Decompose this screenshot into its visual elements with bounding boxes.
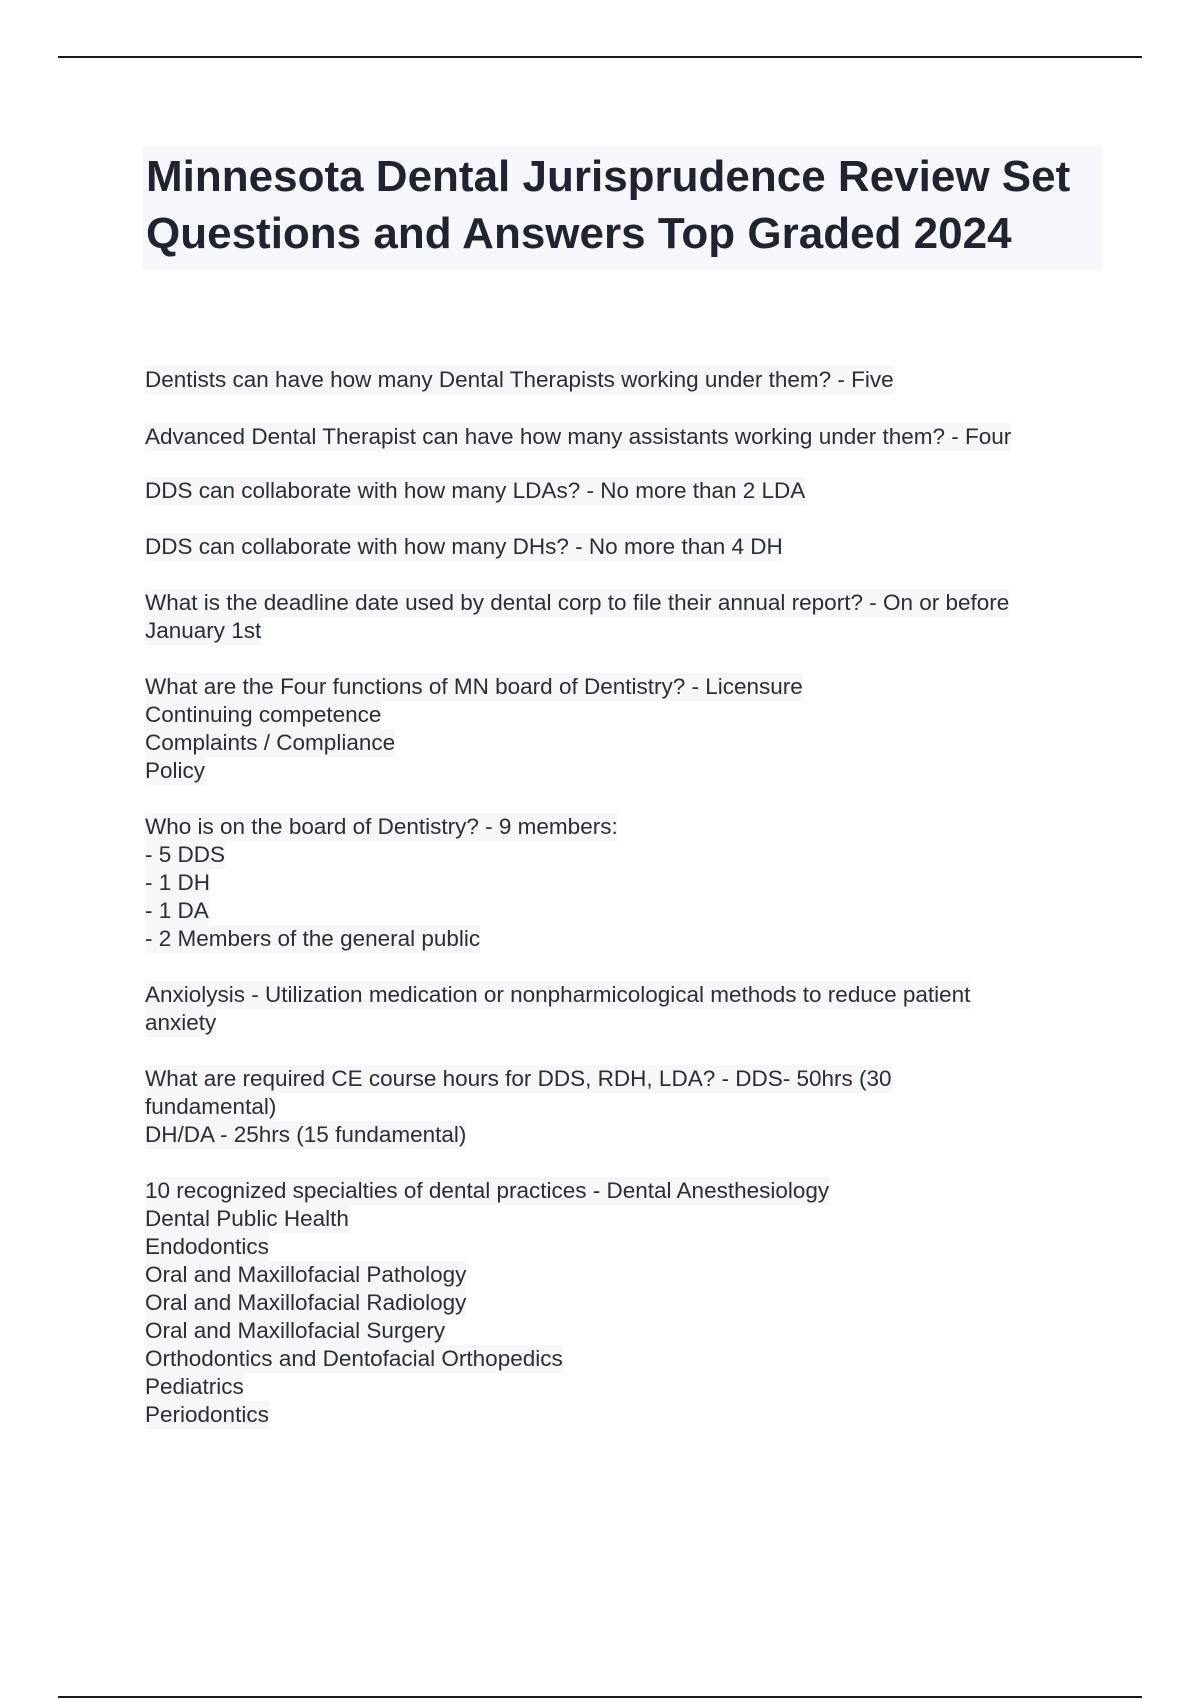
qa-answer-line: anxiety <box>145 1010 217 1035</box>
qa-answer-line: - 1 DA <box>145 898 209 923</box>
qa-answer-line: Policy <box>145 758 206 783</box>
qa-item <box>145 813 1105 953</box>
qa-question-line: DDS can collaborate with how many DHs? - No more than 4 DH <box>145 534 783 559</box>
qa-answer-line: - 5 DDS <box>145 842 226 867</box>
qa-answer-line: January 1st <box>145 618 262 643</box>
qa-answer-line: Complaints / Compliance <box>145 730 396 755</box>
qa-item <box>145 533 1105 561</box>
qa-question-line: What is the deadline date used by dental corp to file their annual report? - On or before <box>145 590 1010 615</box>
qa-question-line: Advanced Dental Therapist can have how many assistants working under them? - Four <box>145 424 1012 449</box>
qa-list <box>145 366 1105 1457</box>
qa-answer-line: fundamental) <box>145 1094 277 1119</box>
qa-question-line: What are required CE course hours for DDS, RDH, LDA? - DDS- 50hrs (30 <box>145 1066 892 1091</box>
qa-answer-line: Pediatrics <box>145 1374 244 1399</box>
qa-answer-line: Continuing competence <box>145 702 382 727</box>
qa-answer-line: - 1 DH <box>145 870 211 895</box>
qa-item <box>145 477 1105 505</box>
qa-item <box>145 423 1105 451</box>
qa-answer-line: Oral and Maxillofacial Pathology <box>145 1262 467 1287</box>
qa-question-line: Anxiolysis - Utilization medication or nonpharmicological methods to reduce patient <box>145 982 971 1007</box>
qa-answer-line: - 2 Members of the general public <box>145 926 481 951</box>
qa-question-line: Who is on the board of Dentistry? - 9 members: <box>145 814 618 839</box>
qa-item <box>145 1065 1105 1149</box>
qa-item <box>145 981 1105 1037</box>
top-rule <box>58 56 1142 58</box>
qa-question-line: Dentists can have how many Dental Therapists working under them? - Five <box>145 367 894 392</box>
qa-question-line: DDS can collaborate with how many LDAs? - No more than 2 LDA <box>145 478 806 503</box>
qa-answer-line: Endodontics <box>145 1234 269 1259</box>
qa-answer-line: Orthodontics and Dentofacial Orthopedics <box>145 1346 563 1371</box>
qa-item <box>145 366 1105 394</box>
title-block <box>142 146 1102 270</box>
qa-answer-line: Oral and Maxillofacial Radiology <box>145 1290 467 1315</box>
qa-answer-line: Dental Public Health <box>145 1206 349 1231</box>
bottom-rule <box>58 1696 1142 1698</box>
qa-item <box>145 1177 1105 1429</box>
qa-question-line: What are the Four functions of MN board of Dentistry? - Licensure <box>145 674 803 699</box>
qa-item <box>145 673 1105 785</box>
qa-answer-line: Periodontics <box>145 1402 269 1427</box>
qa-answer-line: Oral and Maxillofacial Surgery <box>145 1318 446 1343</box>
qa-answer-line: DH/DA - 25hrs (15 fundamental) <box>145 1122 467 1147</box>
document-title: Minnesota Dental Jurisprudence Review Set Questions and Answers Top Graded 2024 <box>146 152 1071 258</box>
qa-question-line: 10 recognized specialties of dental practices - Dental Anesthesiology <box>145 1178 830 1203</box>
qa-item <box>145 589 1105 645</box>
